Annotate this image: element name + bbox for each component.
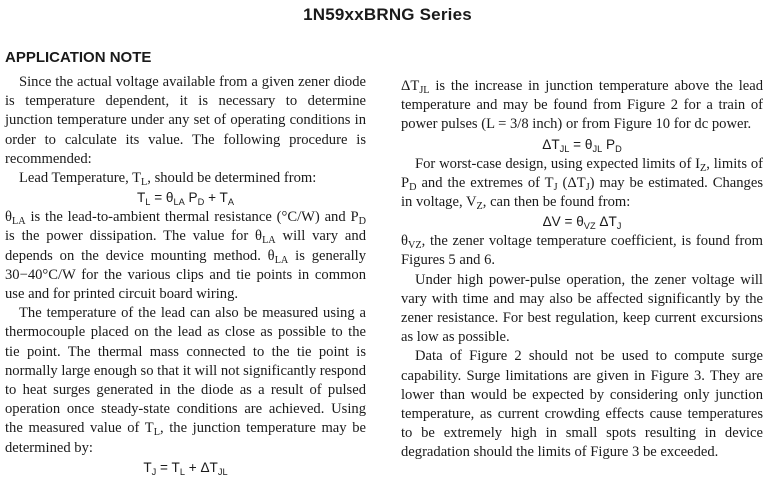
paragraph-lead-temperature: Lead Temperature, $T_L$, should be determined from:	[19, 170, 317, 189]
equation-lead-temperature: $T_L = \theta_{LA}$ $P_D + T_A$	[136, 190, 235, 208]
section-heading: APPLICATION NOTE	[5, 49, 152, 66]
page-title: 1N59xxBRNG Series	[303, 5, 472, 24]
paragraph-pulse-operation: Under high power-pulse operation, the zener voltage will vary with time and may also be affected significantly by the zener resistance. For best regulation, keep current excursions as low as possible.	[401, 271, 763, 346]
paragraph-surge-capability: Data of Figure 2 should not be used to compute surge capability. Surge limitations are given in Figure 3. They are lower than would be expected by considering only junction temperature, as current crowding effects cause temperatures to be extremely high in small spots resulting in device degradation should the limits of Figure 3 be exceeded.	[401, 348, 763, 461]
equation-delta-tjl: $\Delta T_{JL} = \theta_{JL}$ $P_D$	[542, 136, 622, 154]
paragraph-thermocouple: The temperature of the lead can also be measured using a thermocouple placed on the lead as close as possible to the tie point. The thermal mass connected to the tie point is normally large enough so that it will not significantly respond to heat surges generated in the diode as a result of pulsed operation once steady-state conditions are achieved. Using the measured value of $T_L$, the junction temperature may be determined by:	[5, 305, 366, 456]
paragraph-thermal-resistance: $\theta_{LA}$ is the lead-to-ambient thermal resistance (°C/W) and $P_D$ is the power dissipation. The value for $\theta_{LA}$ will vary and depends on the device mounting method. $\theta_{LA}$ is generally 30−40°C/W for the various clips and tie points in common use and for printed circuit board wiring.	[5, 209, 367, 303]
paragraph-temperature-coefficient: $\theta_{VZ}$, the zener voltage temperature coefficient, is found from Figures 5 and 6.	[401, 233, 763, 269]
right-column	[401, 77, 763, 463]
equation-junction-temperature: $T_J = T_L + \Delta T_{JL}$	[143, 459, 228, 477]
paragraph-worst-case: For worst-case design, using expected limits of $I_Z$, limits of $P_D$ and the extremes of $T_J$ $(\Delta T_J)$ may be estimated. Changes in voltage, $V_Z$, can then be found from:	[401, 155, 764, 213]
equation-delta-v: $\Delta V = \theta_{VZ}$ $\Delta T_J$	[542, 214, 622, 232]
paragraph-intro: Since the actual voltage available from a given zener diode is temperature dependent, it is necessary to determine junction temperature under any set of operating conditions in order to calculate its value. The following procedure is recommended:	[5, 74, 366, 167]
left-column	[5, 73, 366, 478]
paragraph-delta-tjl: $\Delta T_{JL}$ is the increase in junction temperature above the lead temperature and may be found from Figure 2 for a train of power pulses (L = 3/8 inch) or from Figure 10 for dc power.	[401, 78, 763, 133]
